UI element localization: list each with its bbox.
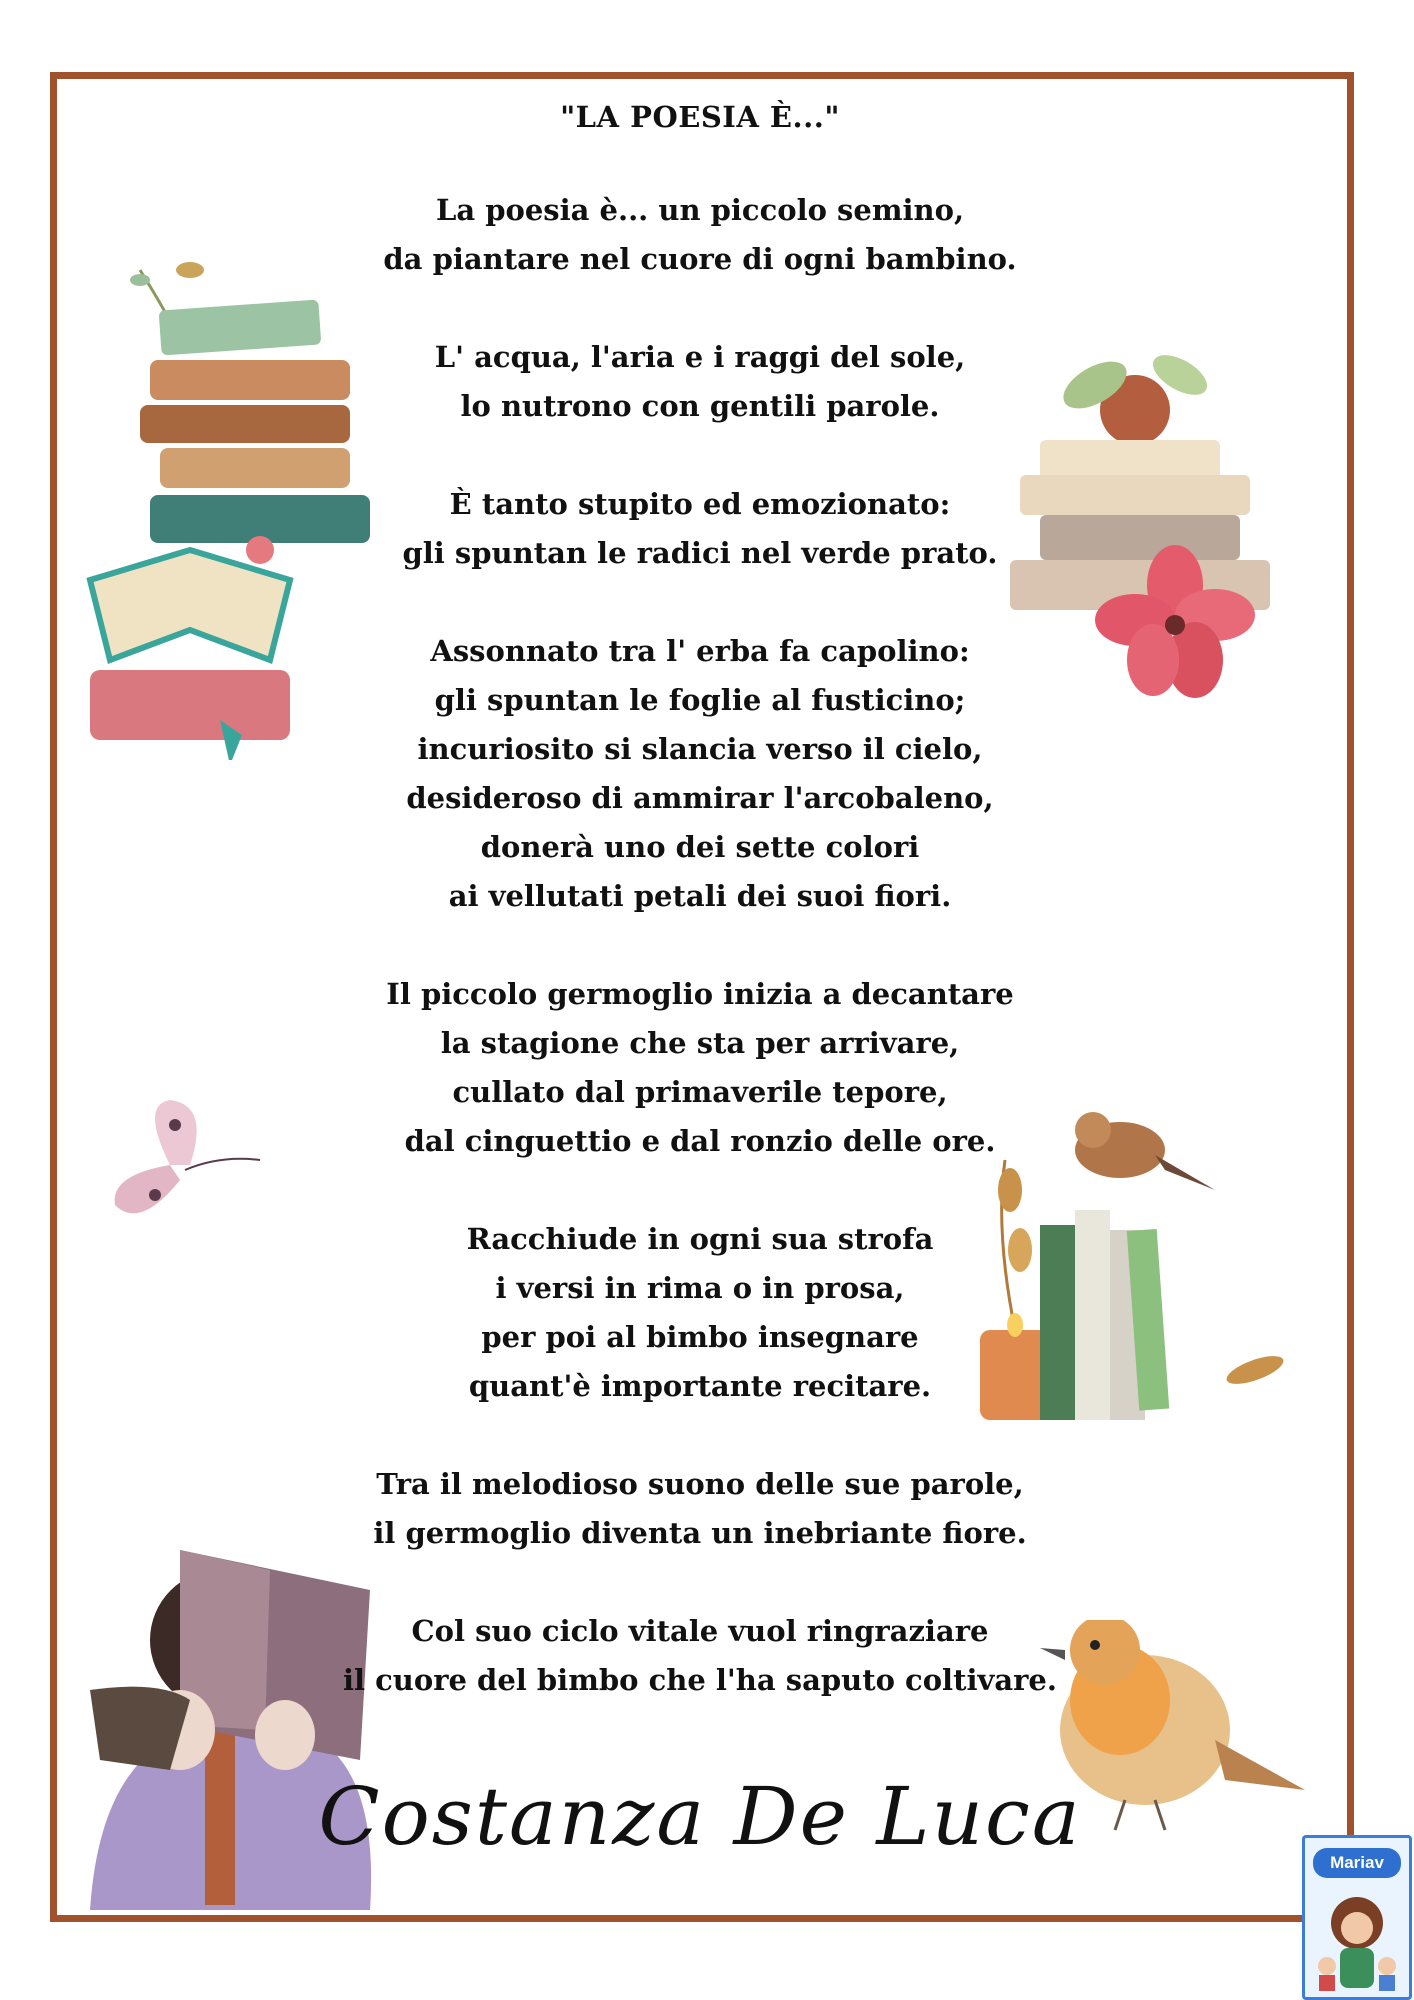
poem-line: gli spuntan le radici nel verde prato. <box>402 536 998 570</box>
stanza <box>300 627 1100 921</box>
poem-line: dal cinguettio e dal ronzio delle ore. <box>404 1124 996 1158</box>
poem <box>300 100 1100 1754</box>
stanza <box>300 970 1100 1166</box>
poem-line: Racchiude in ogni sua strofa <box>466 1222 934 1256</box>
stanza <box>300 1215 1100 1411</box>
poem-line: Tra il melodioso suono delle sue parole, <box>376 1467 1024 1501</box>
poem-line: La poesia è... un piccolo semino, <box>435 193 965 227</box>
poem-line: donerà uno dei sette colori <box>480 830 920 864</box>
poem-title: "LA POESIA È..." <box>560 100 840 134</box>
poem-line: i versi in rima o in prosa, <box>495 1271 905 1305</box>
mariav-logo: Mariav <box>1313 1848 1401 1878</box>
poem-line: quant'è importante recitare. <box>468 1369 932 1403</box>
poem-line: desideroso di ammirar l'arcobaleno, <box>406 781 994 815</box>
stanza <box>300 480 1100 578</box>
stanza <box>300 1460 1100 1558</box>
author-signature: Costanza De Luca <box>318 1770 1082 1863</box>
poem-line: incuriosito si slancia verso il cielo, <box>417 732 983 766</box>
poem-line: lo nutrono con gentili parole. <box>460 389 940 423</box>
poem-line: L' acqua, l'aria e i raggi del sole, <box>434 340 966 374</box>
stanza <box>300 1607 1100 1705</box>
poem-line: il germoglio diventa un inebriante fiore. <box>373 1516 1027 1550</box>
butterfly-illustration <box>100 1095 270 1235</box>
stanza <box>300 333 1100 431</box>
poem-line: Assonnato tra l' erba fa capolino: <box>430 634 970 668</box>
poem-line: gli spuntan le foglie al fusticino; <box>434 683 966 717</box>
poem-line: Col suo ciclo vitale vuol ringraziare <box>411 1614 989 1648</box>
stanza <box>300 186 1100 284</box>
children-illustration-icon <box>1315 1888 1400 1993</box>
poem-line: Il piccolo germoglio inizia a decantare <box>386 977 1014 1011</box>
poem-line: ai vellutati petali dei suoi fiori. <box>448 879 952 913</box>
mariav-badge[interactable] <box>1302 1835 1412 2000</box>
poem-line: È tanto stupito ed emozionato: <box>449 487 951 521</box>
poem-line: cullato dal primaverile tepore, <box>452 1075 948 1109</box>
poem-line: per poi al bimbo insegnare <box>481 1320 919 1354</box>
poem-line: da piantare nel cuore di ogni bambino. <box>383 242 1017 276</box>
poem-line: la stagione che sta per arrivare, <box>440 1026 960 1060</box>
poem-line: il cuore del bimbo che l'ha saputo coltivare. <box>343 1663 1057 1697</box>
